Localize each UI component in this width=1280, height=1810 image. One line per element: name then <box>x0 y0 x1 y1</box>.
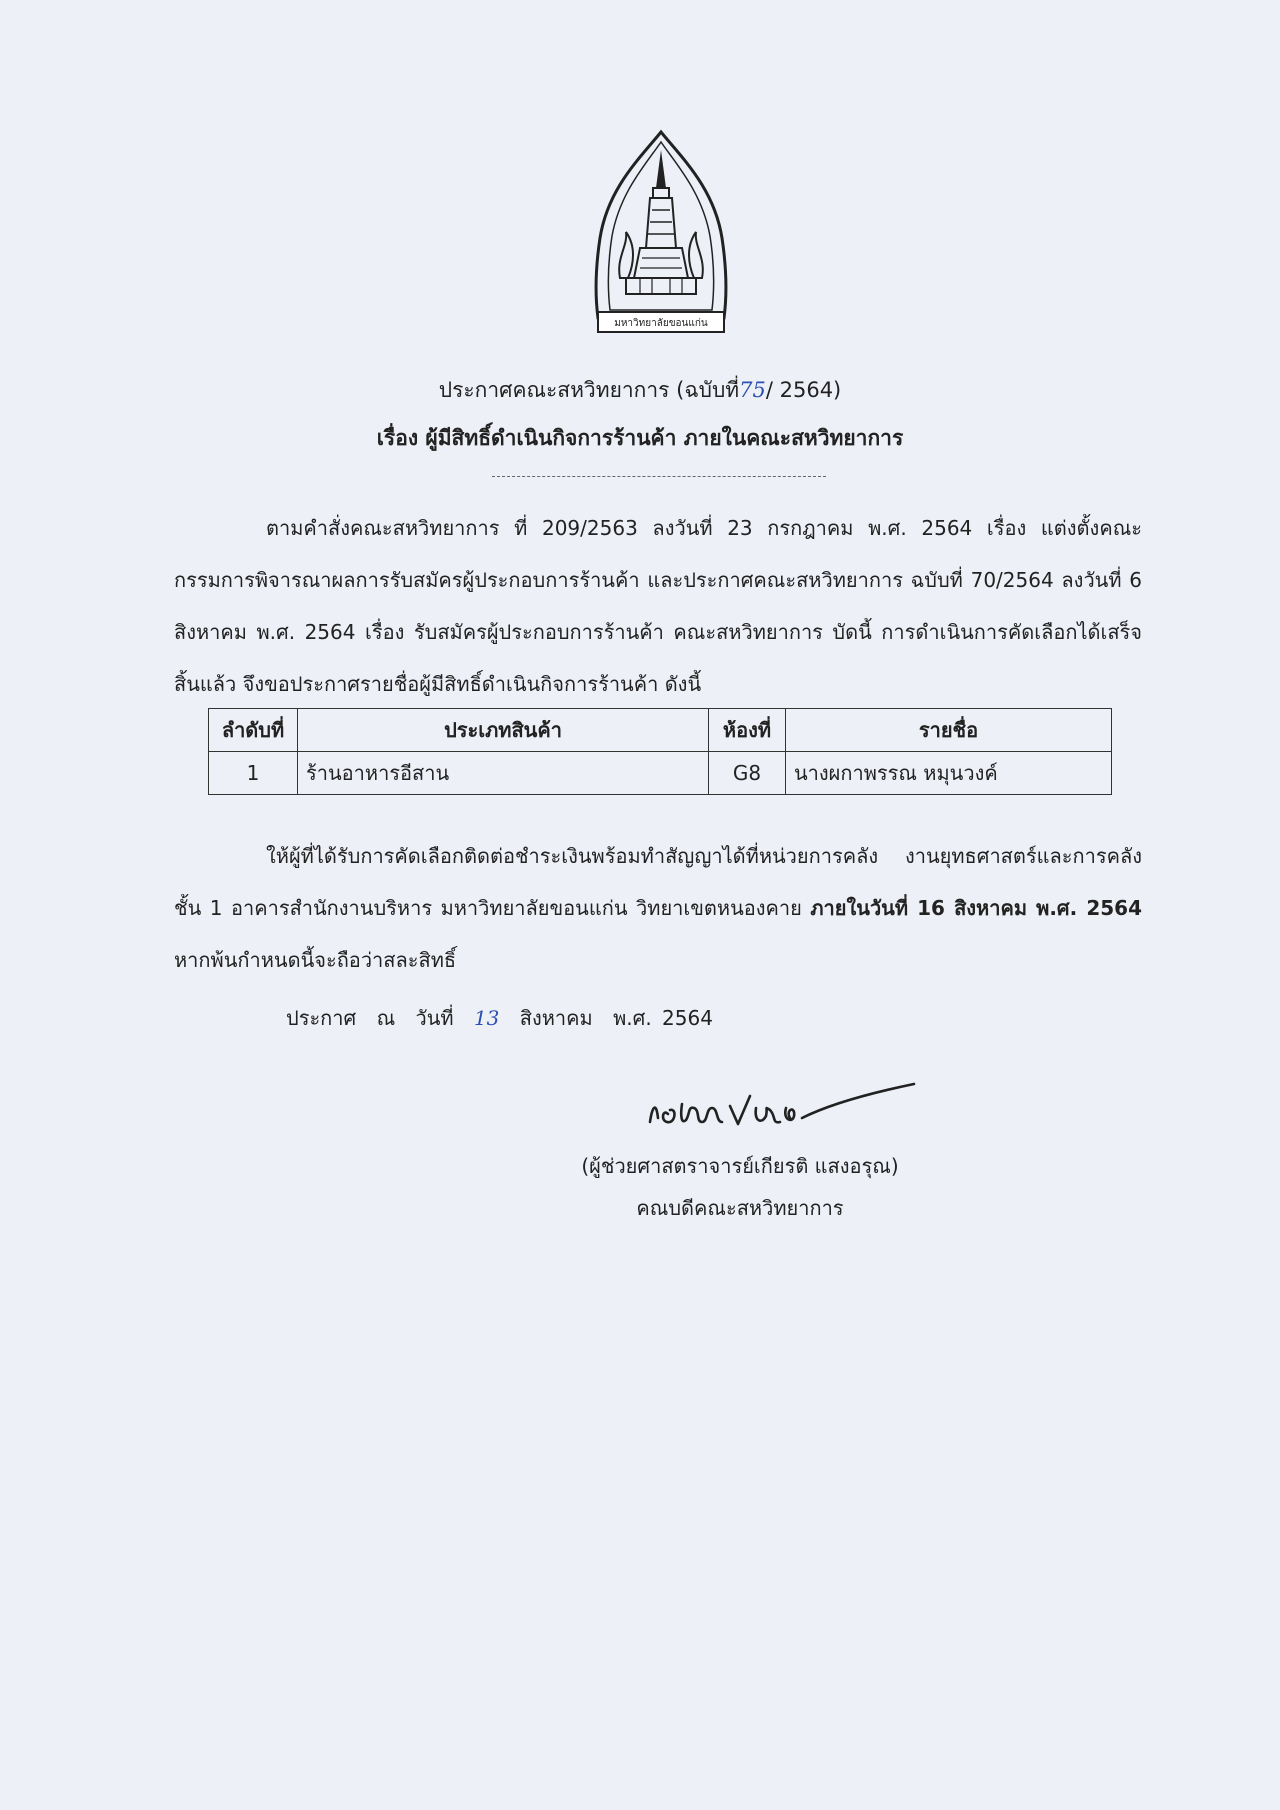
announcement-suffix: / 2564) <box>765 378 842 402</box>
announcement-prefix: ประกาศคณะสหวิทยาการ (ฉบับที่ <box>438 378 740 402</box>
handwritten-signature <box>646 1078 918 1144</box>
table-row <box>209 752 1112 795</box>
shop-operators-table <box>208 708 1112 795</box>
deadline-text: ภายในวันที่ 16 สิงหาคม พ.ศ. 2564 <box>810 896 1142 920</box>
dateline-day-label: วันที่ <box>415 1006 454 1030</box>
cell-room: G8 <box>709 752 786 795</box>
body-paragraph-2 <box>174 830 1142 986</box>
dateline-month: สิงหาคม <box>519 1006 593 1030</box>
announcement-title <box>0 374 1280 407</box>
body-paragraph-1: ตามคำสั่งคณะสหวิทยาการ ที่ 209/2563 ลงวันที่ 23 กรกฎาคม พ.ศ. 2564 เรื่อง แต่งตั้งคณะกรรมการพิจารณาผลการรับสมัครผู้ประกอบการร้านค้า และประกาศคณะสหวิทยาการ ฉบับที่ 70/2564 ลงวันที่ 6 สิงหาคม พ.ศ. 2564 เรื่อง รับสมัครผู้ประกอบการร้านค้า คณะสหวิทยาการ บัดนี้ การดำเนินการคัดเลือกได้เสร็จสิ้นแล้ว จึงขอประกาศรายชื่อผู้มีสิทธิ์ดำเนินกิจการร้านค้า ดังนี้ <box>174 516 1143 696</box>
header-product-type: ประเภทสินค้า <box>298 709 709 752</box>
university-seal-logo <box>590 128 732 346</box>
paragraph-2-text: ให้ผู้ที่ได้รับการคัดเลือกติดต่อชำระเงินพร้อมทำสัญญาได้ที่หน่วยการคลัง งานยุทธศาสตร์และการคลัง ชั้น 1 อาคารสำนักงานบริหาร มหาวิทยาลัยขอนแก่น วิทยาเขตหนองคาย <box>174 844 1142 920</box>
table-header-row <box>209 709 1112 752</box>
announcement-dateline <box>286 1002 723 1034</box>
logo-banner-text: มหาวิทยาลัยขอนแก่น <box>614 318 708 329</box>
dateline-day-handwritten: 13 <box>473 1006 500 1030</box>
cell-name: นางผกาพรรณ หมุนวงค์ <box>786 752 1112 795</box>
cell-order: 1 <box>209 752 298 795</box>
dateline-at: ณ <box>376 1006 396 1030</box>
header-order: ลำดับที่ <box>209 709 298 752</box>
dateline-year: พ.ศ. 2564 <box>613 1006 713 1030</box>
signer-name: (ผู้ช่วยศาสตราจารย์เกียรติ แสงอรุณ) <box>581 1154 899 1178</box>
cell-product-type: ร้านอาหารอีสาน <box>298 752 709 795</box>
signer-position: คณบดีคณะสหวิทยาการ <box>636 1196 844 1220</box>
dateline-label: ประกาศ <box>286 1006 357 1030</box>
announcement-subject: เรื่อง ผู้มีสิทธิ์ดำเนินกิจการร้านค้า ภายในคณะสหวิทยาการ <box>376 426 904 450</box>
paragraph-2-forfeit: หากพ้นกำหนดนี้จะถือว่าสละสิทธิ์ <box>174 948 457 972</box>
header-name: รายชื่อ <box>786 709 1112 752</box>
title-divider <box>492 476 826 477</box>
announcement-number-handwritten: 75 <box>739 378 766 402</box>
header-room: ห้องที่ <box>709 709 786 752</box>
